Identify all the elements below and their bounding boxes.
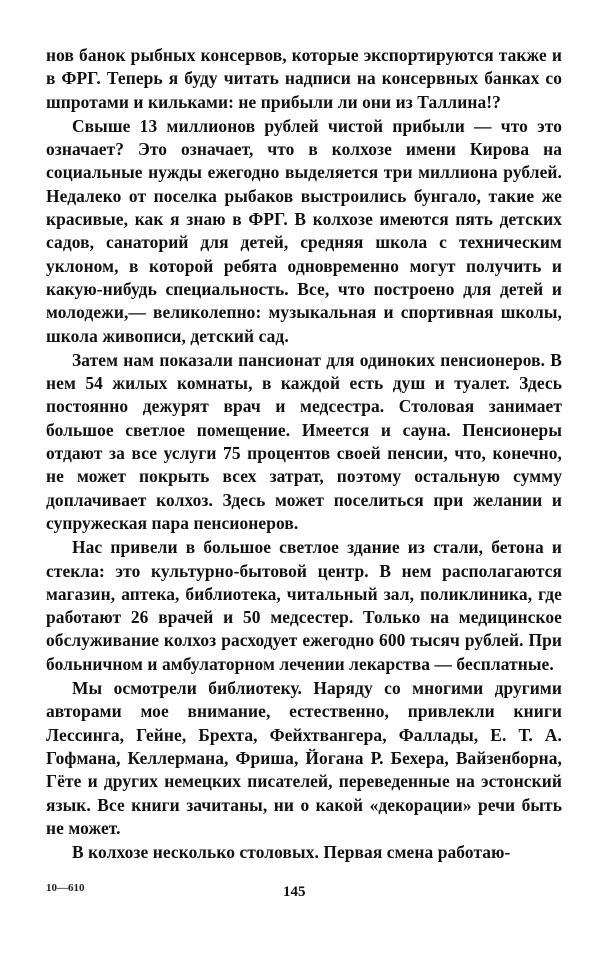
page-footer [0,880,600,910]
page-number: 145 [283,884,306,900]
body-text [46,44,562,864]
printer-signature: 10—610 [46,882,85,894]
paragraph-2: Свыше 13 миллионов рублей чистой прибыли — что это означает? Это означает, что в колхозе имени Кирова на социальные нужды ежегодно выделяется три миллиона рублей. Недалеко от поселка рыбаков выстроились бунгало, такие же красивые, как я знаю в ФРГ. В колхозе имеются пять детских садов, санаторий для детей, средняя школа с техническим уклоном, в которой ребята одновременно могут получить и какую-нибудь специальность. Все, что построено для детей и молодежи,— великолепно: музыкальная и спортивная школы, школа живописи, детский сад. [46,115,562,346]
paragraph-6: В колхозе несколько столовых. Первая смена работаю- [72,842,511,863]
paragraph-3: Затем нам показали пансионат для одиноких пенсионеров. В нем 54 жилых комнаты, в каждой есть душ и туалет. Здесь постоянно дежурят врач и медсестра. Столовая занимает большое светлое помещение. Имеется и сауна. Пенсионеры отдают за все услуги 75 процентов своей пенсии, что, конечно, не может покрыть всех затрат, поэтому остальную сумму доплачивает колхоз. Здесь может поселиться при желании и супружеская пара пенсионеров. [46,349,562,533]
paragraph-5: Мы осмотрели библиотеку. Наряду со многими другими авторами мое внимание, естественно, привлекли книги Лессинга, Гейне, Брехта, Фейхтвангера, Фаллады, Е. Т. А. Гофмана, Келлермана, Фриша, Йогана Р. Бехера, Вайзенборна, Гёте и других немецких писателей, переведенные на эстонский язык. Все книги зачитаны, ни о какой «декорации» речи быть не может. [46,678,562,838]
paragraph-4: Нас привели в большое светлое здание из стали, бетона и стекла: это культурно-бытовой центр. В нем располагаются магазин, аптека, библиотека, читальный зал, поликлиника, где работают 26 врачей и 50 медсестер. Только на медицинское обслуживание колхоз расходует ежегодно 600 тысяч рублей. При больничном и амбулаторном лечении лекарства — бесплатные. [46,537,562,674]
paragraph-1: нов банок рыбных консервов, которые экспортируются также и в ФРГ. Теперь я буду читать надписи на консервных банках со шпротами и кильками: не прибыли ли они из Таллина!? [46,45,562,112]
